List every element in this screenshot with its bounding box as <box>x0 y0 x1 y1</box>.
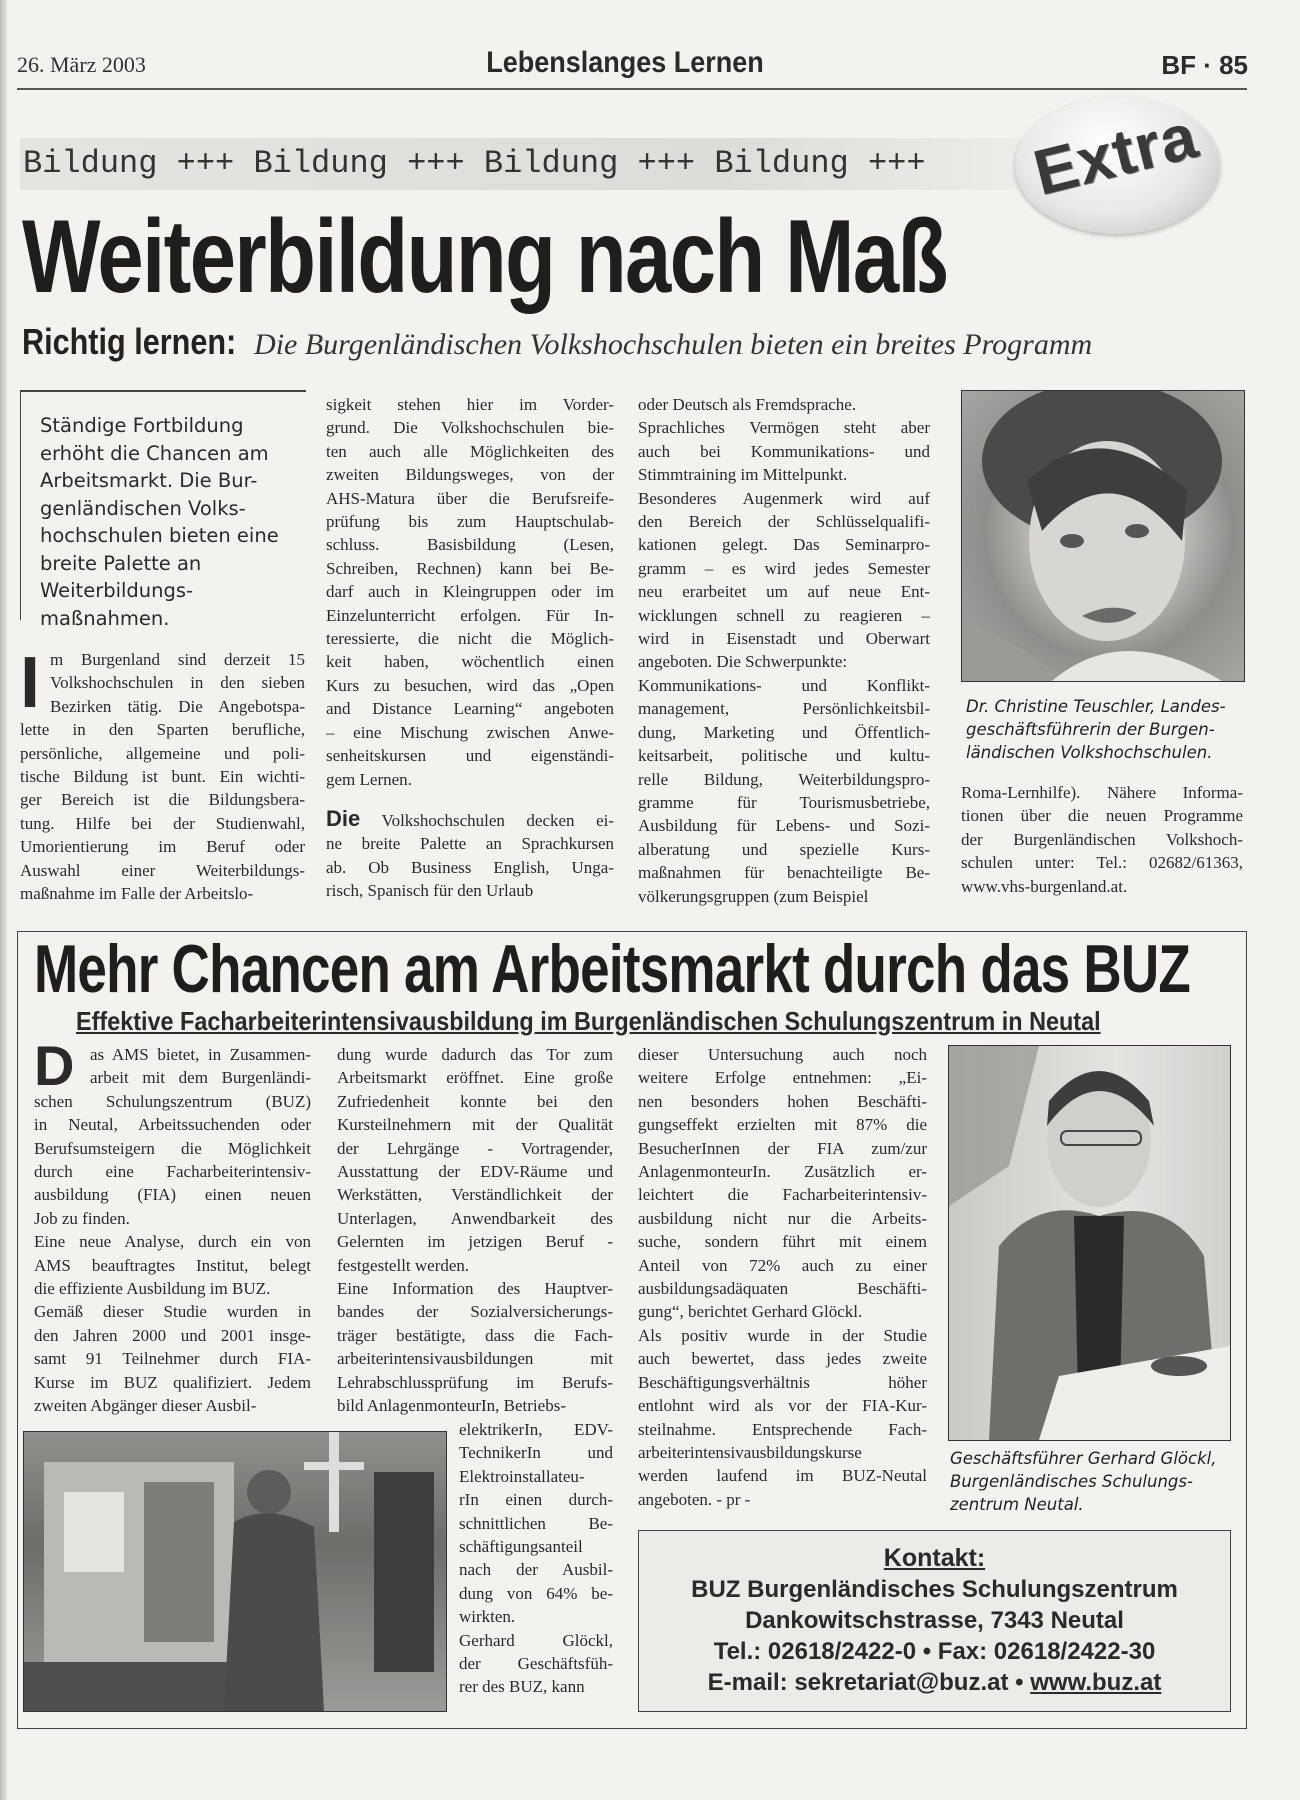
workshop-photo <box>23 1431 447 1712</box>
text-line: teressierte, die nicht die Möglich- <box>326 629 614 649</box>
photo-caption-gloeckl <box>950 1447 1216 1516</box>
text-line: rer des BUZ, kann <box>459 1677 585 1697</box>
text-line: kationen gelegt. Das Seminarpro- <box>638 535 930 555</box>
text-line: zweiten Bildungsweges, von der <box>326 465 614 485</box>
text-line: Gelernten im jetzigen Beruf - <box>337 1232 613 1252</box>
text-line: gem Lernen. <box>326 769 412 789</box>
text-line: breite Palette an <box>40 551 202 575</box>
text-line: Kursteilnehmern mit der Qualität <box>337 1115 613 1135</box>
text-line: festgestellt werden. <box>337 1255 470 1275</box>
text-line: suche, sondern führt mit einem <box>638 1232 927 1252</box>
text-line: arbeiterintensivausbildungskurse <box>638 1442 862 1462</box>
text-line: and Distance Learning“ angeboten <box>326 699 614 719</box>
text-line: zweiten Abgänger dieser Ausbil- <box>34 1396 257 1416</box>
text-line: dung von 64% be- <box>459 1583 613 1603</box>
contact-box <box>638 1530 1231 1712</box>
issue-date: 26. März 2003 <box>17 52 146 77</box>
text-line: weitere Erfolge entnehmen: „Ei- <box>638 1068 927 1088</box>
text-line: in Neutal, Arbeitssuchenden oder <box>34 1115 311 1135</box>
text-line: wicklungen schnell zu reagieren – <box>638 605 930 625</box>
text-line: Lehrabschlussprüfung im Berufs- <box>337 1372 613 1392</box>
text-line: AnlagenmonteurIn. Zusätzlich er- <box>638 1162 927 1182</box>
article2-col1 <box>34 1034 311 1418</box>
header-rule <box>17 88 1247 90</box>
page-edge <box>0 0 7 1800</box>
text-line: – eine Mischung zwischen Anwe- <box>326 722 614 742</box>
text-line: keitsarbeit, politische und kultu- <box>638 746 930 766</box>
article1-subtitle: Die Burgenländischen Volkshochschulen bieten ein breites Programm <box>254 328 1093 361</box>
text-line: bild AnlagenmonteurIn, Betriebs- <box>337 1396 566 1416</box>
text-line: m Burgenland sind derzeit 15 <box>50 650 305 669</box>
text-line: Werkstätten, Verständlichkeit der <box>337 1185 613 1205</box>
text-line: hochschulen bieten eine <box>40 524 279 547</box>
text-line: Volkshochschulen in den sieben <box>50 673 305 693</box>
text-line: darf auch in Kleingruppen oder im <box>326 582 614 602</box>
text-line: Unterlagen, Anwendbarkeit des <box>337 1208 613 1228</box>
text-line: Elektroinstallateu- <box>459 1466 585 1486</box>
text-line: durch eine Facharbeiterintensiv- <box>34 1162 311 1182</box>
text-line: dieser Untersuchung auch noch <box>638 1045 927 1064</box>
article1-subheadline <box>22 322 1092 370</box>
text-line: den Bereich der Schlüsselqualifi- <box>638 512 930 532</box>
text-line: der Burgenländischen Volkshoch- <box>961 829 1243 849</box>
text-line: erhöht die Chancen am <box>40 441 269 465</box>
text-line: oder Deutsch als Fremdsprache. <box>638 395 857 414</box>
portrait-image <box>962 391 1244 681</box>
article1-col3 <box>638 393 930 908</box>
article2-headline: Mehr Chancen am Arbeitsmarkt durch das BUZ <box>34 931 1191 1007</box>
text-line: ausbildung (FIA) einen neuen <box>34 1185 311 1205</box>
text-line: persönliche, allgemeine und poli- <box>20 743 305 763</box>
extra-badge-label: Extra <box>1026 99 1205 209</box>
text-line: maßnahmen. <box>40 606 170 630</box>
text-line: Ständige Fortbildung <box>40 414 244 437</box>
text-line: auch bei Kommunikations- und <box>638 441 930 461</box>
text-line: AHS-Matura über die Berufsreife- <box>326 488 614 508</box>
text-line: relle Bildung, Weiterbildungspro- <box>638 769 930 789</box>
text-line: Kommunikations- und Konflikt- <box>638 675 930 695</box>
article1-col4 <box>961 781 1243 898</box>
text-line: werden laufend im BUZ-Neutal <box>638 1466 927 1486</box>
text-line: Arbeitsmarkt. Die Bur- <box>40 469 258 492</box>
text-line: alberatung und spezielle Kurs- <box>638 839 930 859</box>
text-line: ne breite Palette an Sprachkursen <box>326 834 614 854</box>
text-line: Job zu finden. <box>34 1208 130 1228</box>
text-line: Bezirken tätig. Die Angebotspa- <box>50 696 305 716</box>
page-number: BF · 85 <box>1161 50 1248 80</box>
text-line: leichtert die Facharbeiterintensiv- <box>638 1185 927 1205</box>
text-line: völkerungsgruppen (zum Beispiel <box>638 886 869 906</box>
dropcap: I <box>20 643 41 723</box>
text-line: gramm – es wird jedes Semester <box>638 558 930 578</box>
text-line: tische Bildung ist bunt. Ein wichti- <box>20 767 305 787</box>
contact-email-web <box>639 1667 1230 1698</box>
text-line: steilnahme. Entsprechende Fach- <box>638 1419 927 1439</box>
text-line: Eine neue Analyse, durch ein von <box>34 1232 311 1252</box>
text-line: ab. Ob Business English, Unga- <box>326 857 614 877</box>
contact-email[interactable]: E-mail: sekretariat@buz.at <box>707 1669 1009 1696</box>
lead-word: Die <box>326 806 361 831</box>
text-line: Besonderes Augenmerk wird auf <box>638 488 930 508</box>
text-line: angeboten. - pr - <box>638 1489 751 1509</box>
photo-caption-teuschler <box>966 695 1226 764</box>
text-line: ausbildungsadäquaten Beschäfti- <box>638 1279 927 1299</box>
separator: • <box>1008 1669 1031 1696</box>
text-line: TechnikerIn und <box>459 1443 613 1463</box>
text-line: neu erarbeitet um auf neue Ent- <box>638 582 930 602</box>
text-line: as AMS bietet, in Zusammen- <box>90 1045 311 1064</box>
text-line: Roma-Lernhilfe). Nähere Informa- <box>961 783 1243 802</box>
text-line: ausbildung nicht nur die Arbeits- <box>638 1208 927 1228</box>
text-line: BesucherInnen der FIA zum/zur <box>638 1138 927 1158</box>
text-line: schäftigungsanteil <box>459 1537 583 1557</box>
text-line: schen Schulungszentrum (BUZ) <box>34 1091 311 1111</box>
text-line: ten auch alle Möglichkeiten des <box>326 441 614 461</box>
article1-kicker: Richtig lernen: <box>22 321 237 362</box>
text-line: Burgenländisches Schulungs- <box>950 1472 1193 1491</box>
text-line: träger bestätigte, dass die Fach- <box>337 1325 613 1345</box>
text-line: wird in Eisenstadt und Oberwart <box>638 629 930 649</box>
portrait-photo-gloeckl <box>948 1045 1231 1441</box>
text-line: Geschäftsführer Gerhard Glöckl, <box>950 1449 1217 1468</box>
text-line: dung, Marketing und Öffentlich- <box>638 722 930 742</box>
text-line: Kurs zu besuchen, wird das „Open <box>326 675 614 695</box>
text-line: elektrikerIn, EDV- <box>459 1420 613 1439</box>
contact-title: Kontakt: <box>883 1544 986 1572</box>
text-line: nach der Ausbil- <box>459 1560 613 1580</box>
text-line: den Jahren 2000 und 2001 insge- <box>34 1325 311 1345</box>
article2-col3 <box>638 1043 927 1511</box>
text-line: geschäftsführerin der Burgen- <box>966 720 1215 739</box>
text-line: der Lehrgänge - Vortragender, <box>337 1138 613 1158</box>
text-line: Zufriedenheit konnte bei den <box>337 1091 613 1111</box>
text-line: gungseffekt erzielten mit 87% die <box>638 1115 927 1135</box>
text-line: www.vhs-burgenland.at. <box>961 876 1128 896</box>
text-line: Sprachliches Vermögen steht aber <box>638 418 930 438</box>
portrait-image <box>949 1046 1230 1440</box>
text-line: maßnahmen für benachteiligte Be- <box>638 863 930 883</box>
text-line: die effiziente Ausbildung im BUZ. <box>34 1279 271 1299</box>
text-line: Volkshochschulen decken ei- <box>381 811 615 830</box>
text-line: Berufsumsteigern die Möglichkeit <box>34 1138 311 1158</box>
text-line: ländischen Volkshochschulen. <box>966 743 1213 762</box>
portrait-photo-teuschler <box>961 390 1245 682</box>
text-line: bandes der Sozialversicherungs- <box>337 1302 613 1322</box>
text-line: maßnahme im Falle der Arbeitslo- <box>20 884 254 904</box>
text-line: Umorientierung im Beruf oder <box>20 837 305 857</box>
text-line: schnittlichen Be- <box>459 1513 613 1533</box>
text-line: gramme für Tourismusbetriebe, <box>638 792 930 812</box>
text-line: samt 91 Teilnehmer durch FIA- <box>34 1349 311 1369</box>
text-line: arbeiterintensivausbildungen mit <box>337 1349 613 1369</box>
text-line: Als positiv wurde in der Studie <box>638 1325 927 1345</box>
dropcap: D <box>34 1034 75 1097</box>
text-line: Arbeitsmarkt eröffnet. Eine große <box>337 1068 613 1088</box>
text-line: senheitskursen und eigenständi- <box>326 746 614 766</box>
text-line: der Geschäftsfüh- <box>459 1654 613 1674</box>
article1-headline: Weiterbildung nach Maß <box>22 199 947 315</box>
text-line: tung. Hilfe bei der Studienwahl, <box>20 813 305 833</box>
text-line: lette in den Sparten berufliche, <box>20 720 305 740</box>
topic-band-text: Bildung +++ Bildung +++ Bildung +++ Bildung +++ <box>23 145 926 182</box>
text-line: Eine Information des Hauptver- <box>337 1279 613 1299</box>
text-line: Weiterbildungs- <box>40 579 194 602</box>
text-line: sigkeit stehen hier im Vorder- <box>326 395 614 414</box>
text-line: zentrum Neutal. <box>950 1495 1084 1514</box>
text-line: Beschäftigungsverhältnis höher <box>638 1372 927 1392</box>
text-line: management, Persönlichkeitsbil- <box>638 699 930 719</box>
contact-address: Dankowitschstrasse, 7343 Neutal <box>745 1607 1124 1634</box>
article1-col1 <box>20 643 305 905</box>
text-line: entlohnt wird als vor der FIA-Kur- <box>638 1396 927 1416</box>
article2-col2b <box>459 1418 613 1699</box>
text-line: Ausbildung für Lebens- und Sozi- <box>638 816 930 836</box>
pullquote <box>40 412 279 632</box>
text-line: Dr. Christine Teuschler, Landes- <box>966 697 1226 716</box>
extra-badge <box>1015 97 1220 234</box>
article1-col2 <box>326 393 614 791</box>
text-line: ger Bereich ist die Bildungsbera- <box>20 790 305 810</box>
text-line: Anteil von 72% auch zu einer <box>638 1255 927 1275</box>
text-line: Kurse im BUZ qualifiziert. Jedem <box>34 1372 311 1392</box>
text-line: arbeit mit dem Burgenländi- <box>90 1068 311 1088</box>
text-line: Schreiben, Rechnen) kann bei Be- <box>326 558 614 578</box>
text-line: nen besonders hohen Beschäfti- <box>638 1091 927 1111</box>
text-line: Gemäß dieser Studie wurden in <box>34 1302 311 1322</box>
text-line: Ausstattung der EDV-Räume und <box>337 1162 613 1182</box>
text-line: schulen unter: Tel.: 02682/61363, <box>961 853 1243 873</box>
workshop-image <box>24 1432 446 1711</box>
text-line: Einzelunterricht erfolgen. Für In- <box>326 605 614 625</box>
contact-website-link[interactable]: www.buz.at <box>1030 1669 1162 1696</box>
text-line: Stimmtraining im Mittelpunkt. <box>638 465 848 485</box>
text-line: schluss. Basisbildung (Lesen, <box>326 535 614 555</box>
text-line: rIn einen durch- <box>459 1490 613 1510</box>
text-line: AMS beauftragtes Institut, belegt <box>34 1255 311 1275</box>
text-line: Auswahl einer Weiterbildungs- <box>20 860 305 880</box>
text-line: gung“, berichtet Gerhard Glöckl. <box>638 1302 863 1322</box>
text-line: Gerhard Glöckl, <box>459 1630 613 1650</box>
text-line: auch bewertet, dass jedes zweite <box>638 1349 927 1369</box>
article2-col2 <box>337 1043 613 1418</box>
article1-col2b-rest <box>326 832 614 902</box>
text-line: prüfung bis zum Hauptschulab- <box>326 512 614 532</box>
contact-phone-fax: Tel.: 02618/2422-0 • Fax: 02618/2422-30 <box>713 1638 1156 1665</box>
text-line: genländischen Volks- <box>40 496 246 520</box>
text-line: grund. Die Volkshochschulen bie- <box>326 418 614 438</box>
text-line: tionen über die neuen Programme <box>961 806 1243 826</box>
text-line: dung wurde dadurch das Tor zum <box>337 1045 613 1064</box>
contact-organization: BUZ Burgenländisches Schulungszentrum <box>691 1576 1178 1603</box>
text-line: angeboten. Die Schwerpunkte: <box>638 652 848 672</box>
article1-col2b <box>326 807 614 903</box>
text-line: risch, Spanisch für den Urlaub <box>326 881 534 901</box>
text-line: wirkten. <box>459 1607 516 1627</box>
text-line: keit haben, wöchentlich einen <box>326 652 614 672</box>
section-title: Lebenslanges Lernen <box>486 46 764 79</box>
article2-subtitle: Effektive Facharbeiterintensivausbildung im Burgenländischen Schulungszentrum in Neutal <box>76 1006 1101 1036</box>
